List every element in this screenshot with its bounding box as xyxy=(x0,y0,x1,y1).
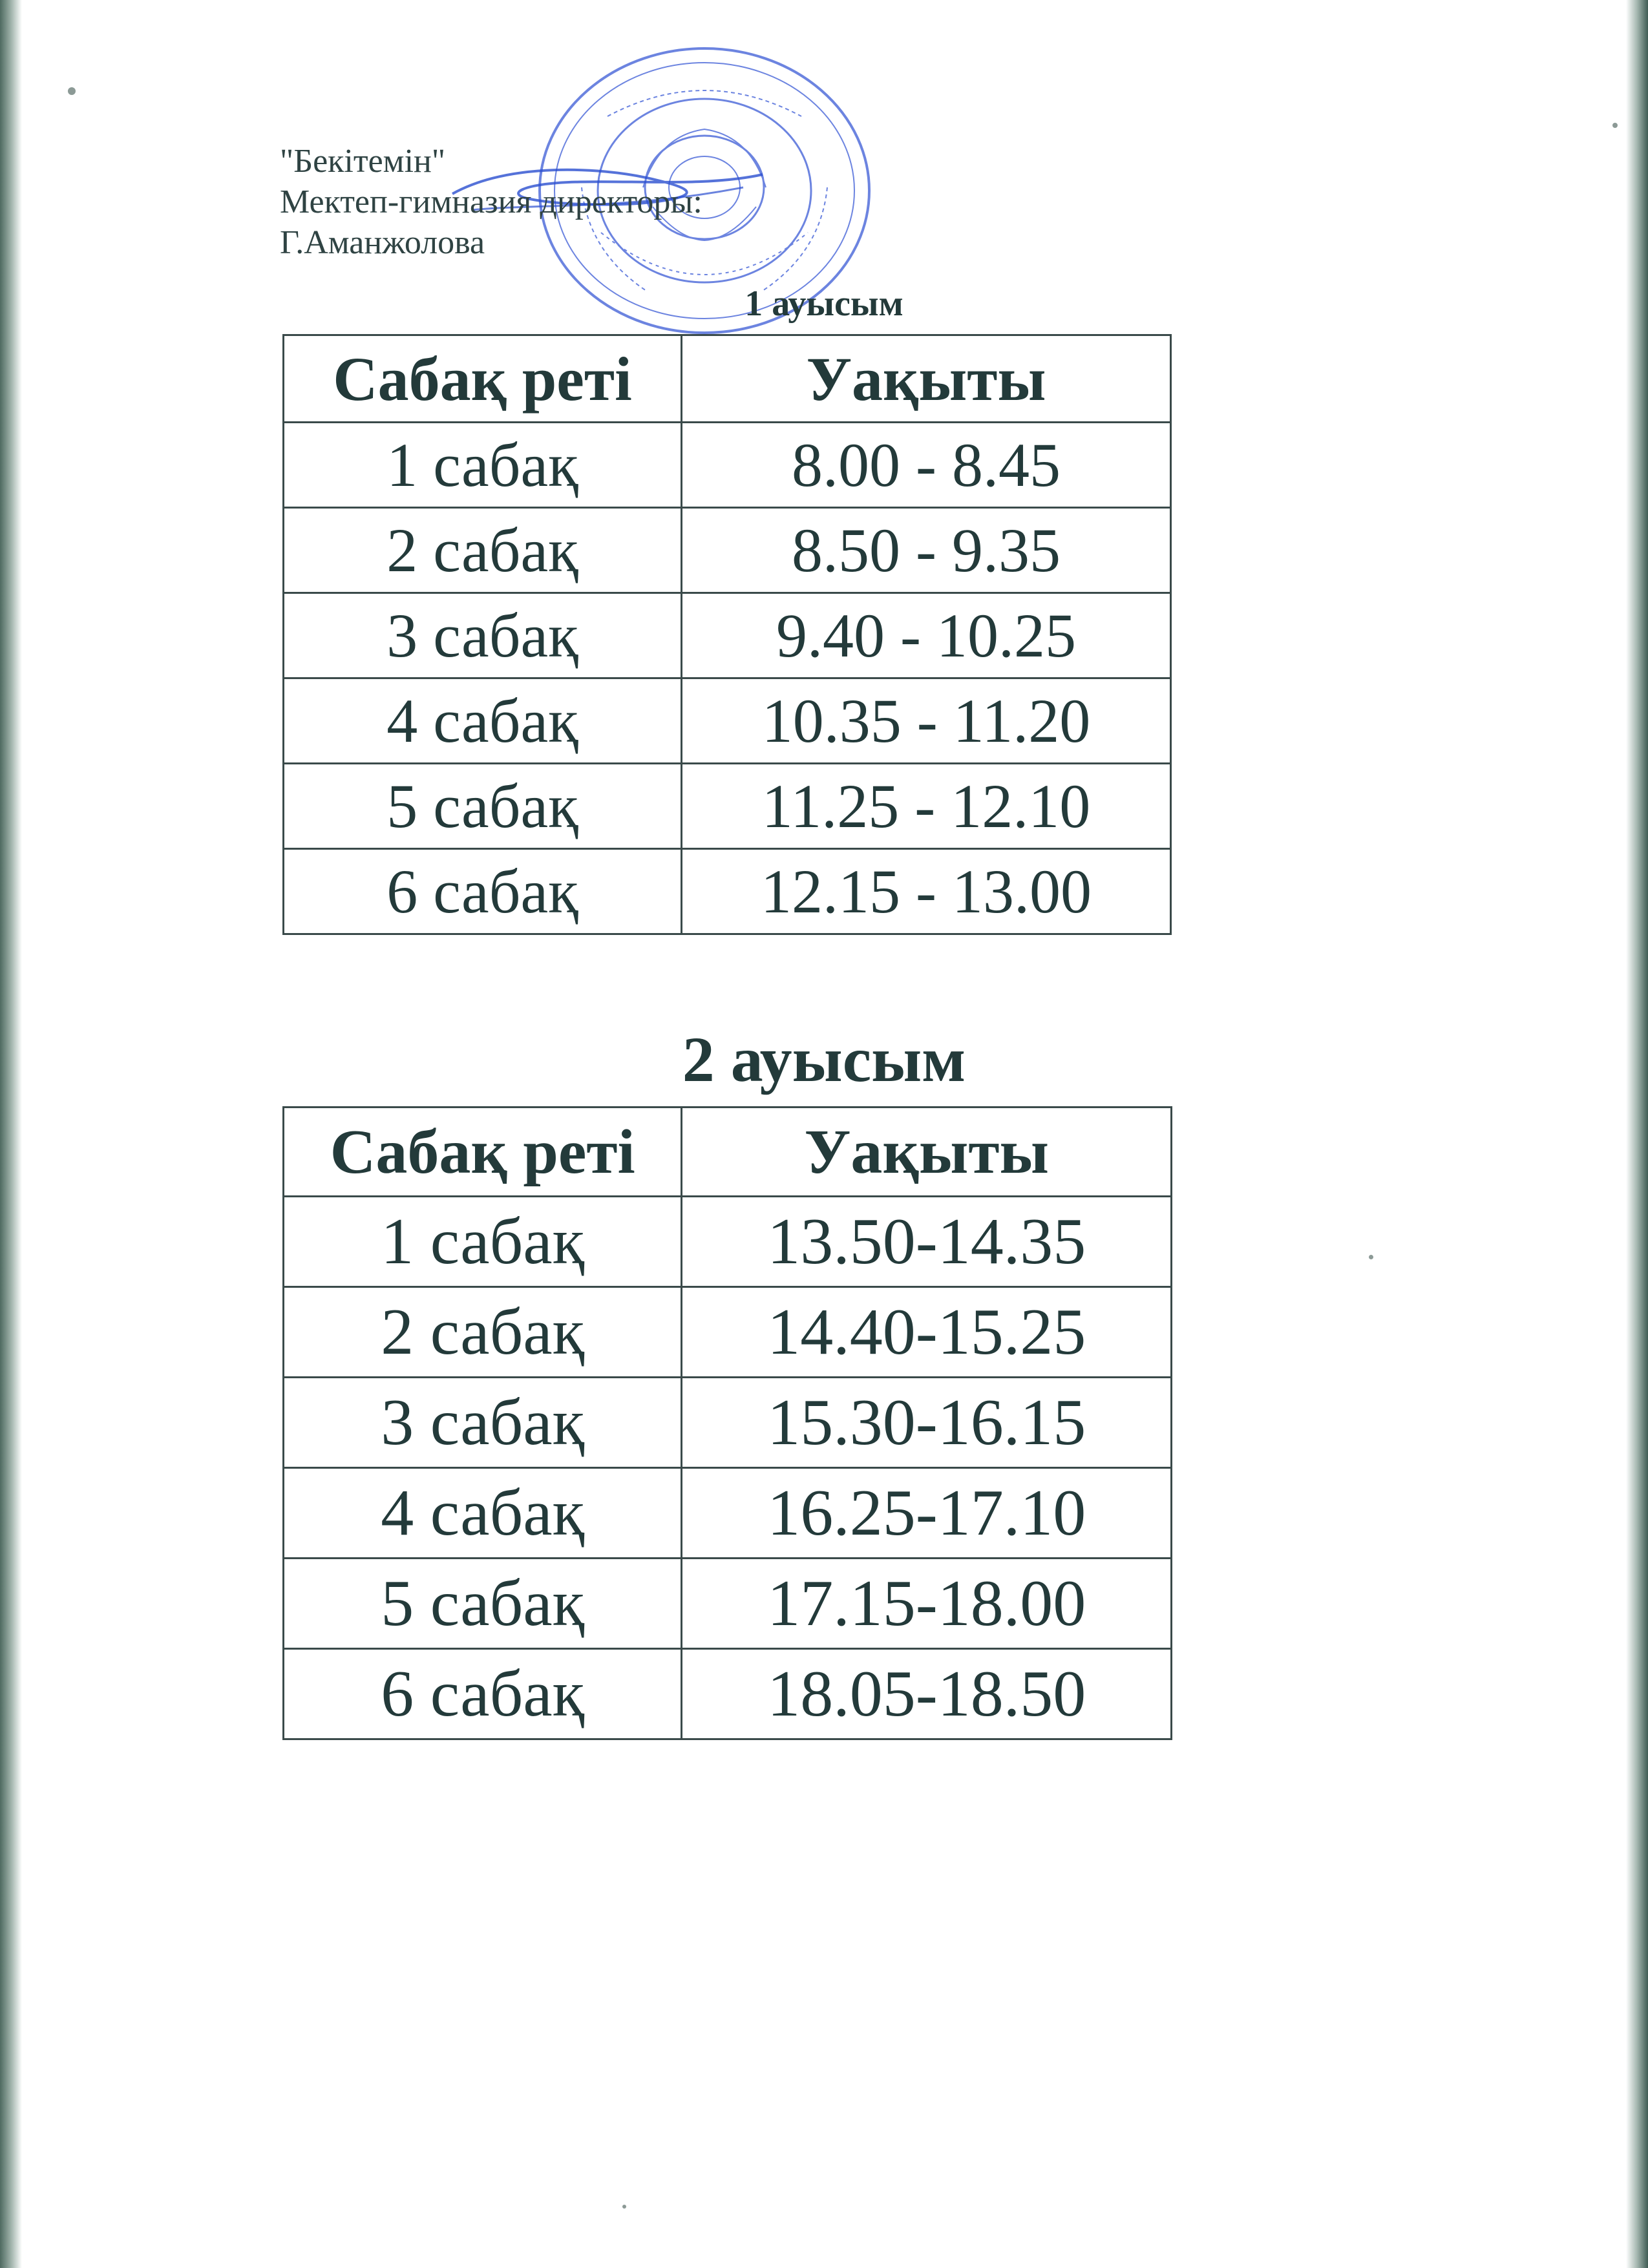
table-row xyxy=(284,1649,1172,1739)
table-header-row xyxy=(284,1108,1172,1197)
shift-2-schedule-table xyxy=(282,1106,1172,1740)
lesson-cell: 5 сабақ xyxy=(284,1559,682,1649)
table-row xyxy=(284,678,1171,764)
approval-heading: "Бекітемін" xyxy=(280,143,446,180)
scan-speck xyxy=(68,87,76,95)
lesson-cell: 6 сабақ xyxy=(284,849,682,934)
column-header-time: Уақыты xyxy=(682,1108,1172,1197)
table-row xyxy=(284,423,1171,508)
shift-2-title: 2 ауысым xyxy=(682,1024,966,1095)
table-row xyxy=(284,764,1171,849)
column-header-lesson: Сабақ реті xyxy=(284,1108,682,1197)
approval-block xyxy=(280,141,703,263)
lesson-cell: 2 сабақ xyxy=(284,508,682,593)
approval-position: Мектеп-гимназия директоры: xyxy=(280,184,703,220)
table-row xyxy=(284,1468,1172,1559)
time-cell: 13.50-14.35 xyxy=(682,1197,1172,1287)
table-header-row xyxy=(284,335,1171,423)
time-cell: 8.00 - 8.45 xyxy=(682,423,1171,508)
lesson-cell: 5 сабақ xyxy=(284,764,682,849)
lesson-cell: 1 сабақ xyxy=(284,1197,682,1287)
lesson-cell: 4 сабақ xyxy=(284,1468,682,1559)
lesson-cell: 4 сабақ xyxy=(284,678,682,764)
column-header-time: Уақыты xyxy=(682,335,1171,423)
table-row xyxy=(284,849,1171,934)
table-row xyxy=(284,1197,1172,1287)
scan-edge-right xyxy=(1626,0,1648,2268)
time-cell: 8.50 - 9.35 xyxy=(682,508,1171,593)
lesson-cell: 3 сабақ xyxy=(284,593,682,678)
time-cell: 12.15 - 13.00 xyxy=(682,849,1171,934)
time-cell: 15.30-16.15 xyxy=(682,1378,1172,1468)
shift-1-schedule-table xyxy=(282,334,1172,935)
time-cell: 11.25 - 12.10 xyxy=(682,764,1171,849)
approval-signatory: Г.Аманжолова xyxy=(280,224,485,261)
lesson-cell: 3 сабақ xyxy=(284,1378,682,1468)
shift-1-title: 1 ауысым xyxy=(745,284,903,324)
scan-edge-left xyxy=(0,0,22,2268)
scan-speck xyxy=(622,2205,626,2209)
scan-speck xyxy=(1369,1255,1373,1259)
time-cell: 9.40 - 10.25 xyxy=(682,593,1171,678)
scan-speck xyxy=(1612,123,1618,128)
time-cell: 10.35 - 11.20 xyxy=(682,678,1171,764)
table-row xyxy=(284,1378,1172,1468)
column-header-lesson: Сабақ реті xyxy=(284,335,682,423)
lesson-cell: 2 сабақ xyxy=(284,1287,682,1378)
lesson-cell: 1 сабақ xyxy=(284,423,682,508)
lesson-cell: 6 сабақ xyxy=(284,1649,682,1739)
time-cell: 17.15-18.00 xyxy=(682,1559,1172,1649)
table-row xyxy=(284,1287,1172,1378)
table-row xyxy=(284,508,1171,593)
time-cell: 16.25-17.10 xyxy=(682,1468,1172,1559)
table-row xyxy=(284,593,1171,678)
time-cell: 14.40-15.25 xyxy=(682,1287,1172,1378)
table-row xyxy=(284,1559,1172,1649)
time-cell: 18.05-18.50 xyxy=(682,1649,1172,1739)
